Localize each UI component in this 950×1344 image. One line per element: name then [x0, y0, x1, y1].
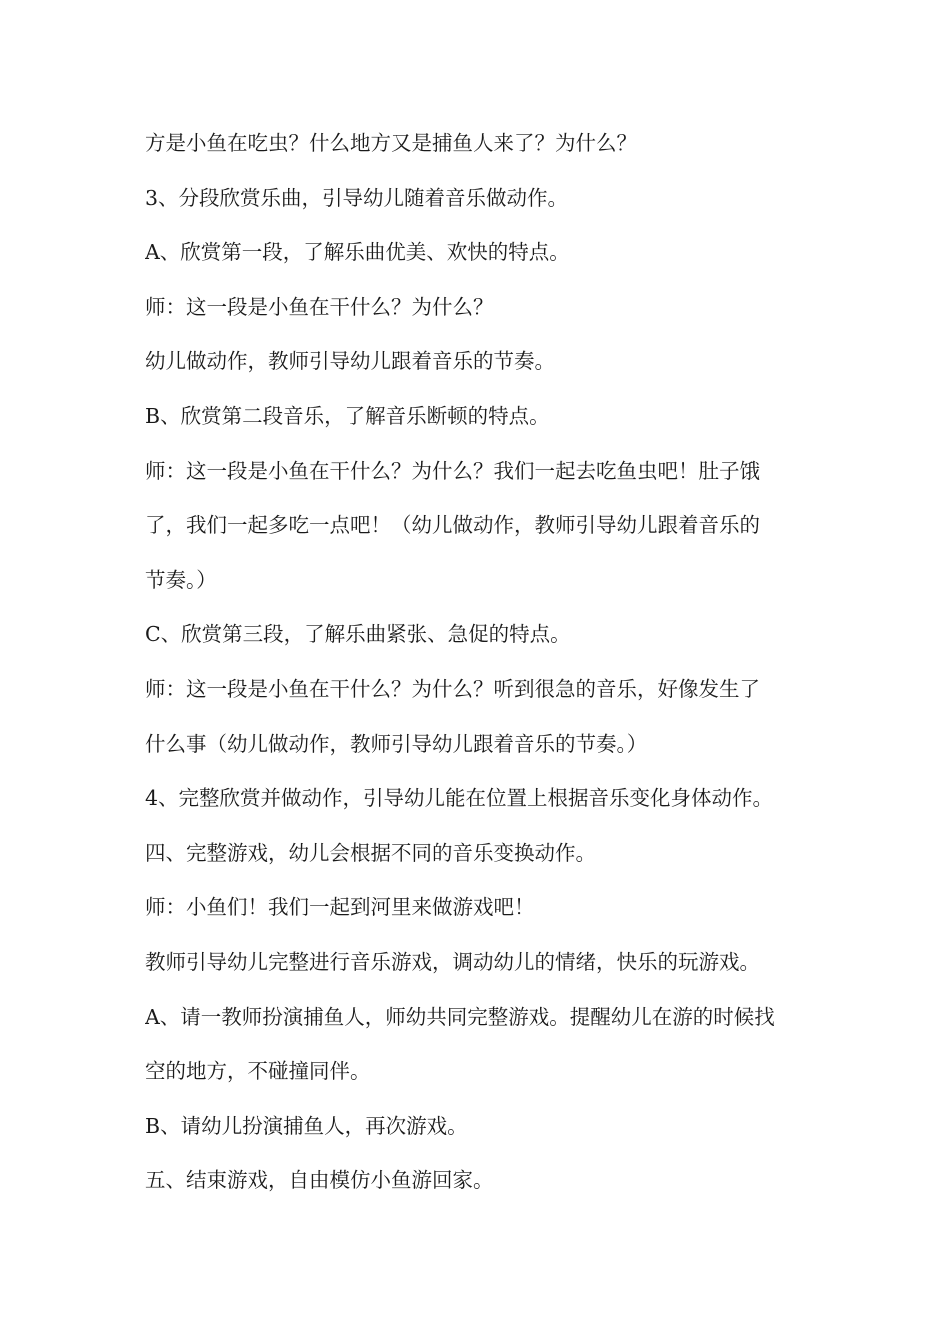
- text-line: 师：这一段是小鱼在干什么？为什么？: [145, 294, 494, 319]
- text-line: 师：这一段是小鱼在干什么？为什么？听到很急的音乐，好像发生了: [145, 676, 760, 701]
- text-line: 节奏。）: [145, 567, 217, 592]
- text-line: 空的地方，不碰撞同伴。: [145, 1059, 371, 1084]
- text-line: 幼儿做动作，教师引导幼儿跟着音乐的节奏。: [145, 349, 555, 374]
- text-line: 师：小鱼们！我们一起到河里来做游戏吧！: [145, 895, 535, 920]
- text-line: 方是小鱼在吃虫？什么地方又是捕鱼人来了？为什么？: [145, 131, 637, 155]
- text-line: C、欣赏第三段，了解乐曲紧张、急促的特点。: [145, 622, 571, 647]
- text-line: A、请一教师扮演捕鱼人，师幼共同完整游戏。提醒幼儿在游的时候找: [145, 1004, 775, 1029]
- text-line: A、欣赏第一段，了解乐曲优美、欢快的特点。: [145, 240, 570, 265]
- text-line: B、请幼儿扮演捕鱼人，再次游戏。: [145, 1113, 468, 1138]
- text-line: 五、结束游戏，自由模仿小鱼游回家。: [145, 1168, 494, 1193]
- text-line: B、欣赏第二段音乐，了解音乐断顿的特点。: [145, 403, 550, 428]
- text-line: 教师引导幼儿完整进行音乐游戏，调动幼儿的情绪，快乐的玩游戏。: [145, 949, 760, 974]
- text-line: 4、完整欣赏并做动作，引导幼儿能在位置上根据音乐变化身体动作。: [145, 786, 774, 811]
- text-line: 师：这一段是小鱼在干什么？为什么？我们一起去吃鱼虫吧！肚子饿: [145, 458, 760, 483]
- text-line: 什么事（幼儿做动作，教师引导幼儿跟着音乐的节奏。）: [145, 731, 648, 756]
- text-line: 3、分段欣赏乐曲，引导幼儿随着音乐做动作。: [145, 185, 569, 210]
- text-line: 四、完整游戏，幼儿会根据不同的音乐变换动作。: [145, 840, 596, 865]
- text-line: 了，我们一起多吃一点吧！（幼儿做动作，教师引导幼儿跟着音乐的: [145, 513, 760, 538]
- document-body: [145, 116, 815, 1208]
